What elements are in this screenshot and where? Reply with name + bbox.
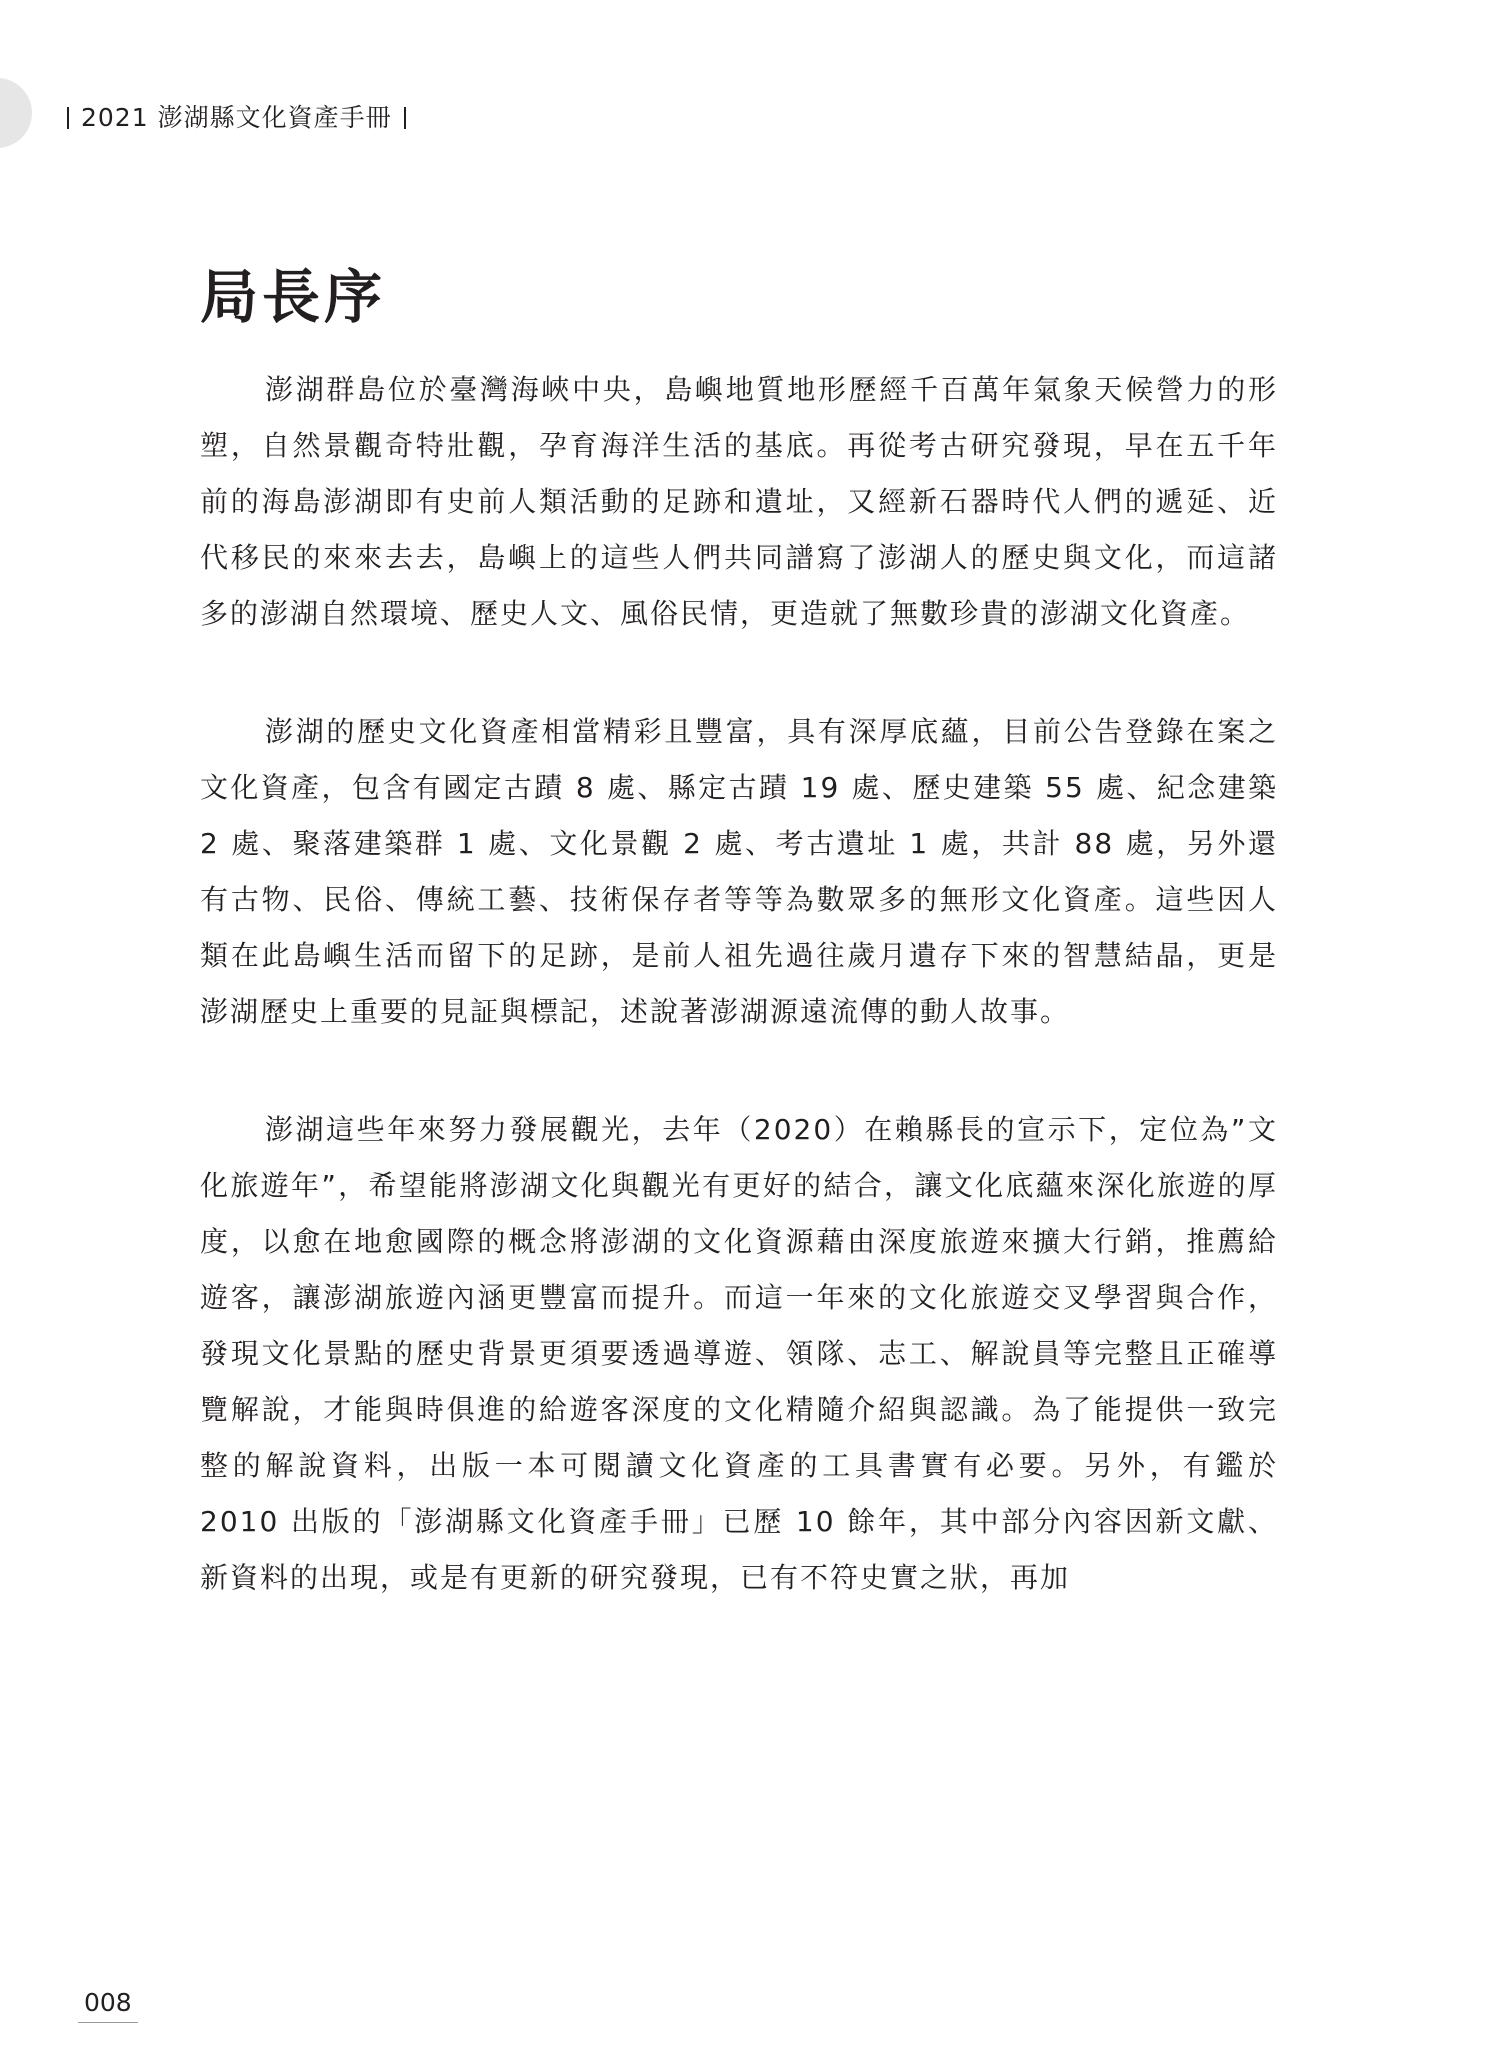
page-edge-tab <box>0 78 32 148</box>
header-divider-right <box>404 107 406 129</box>
page-number: 008 <box>84 1988 132 2017</box>
publication-title: 2021 澎湖縣文化資產手冊 <box>81 103 392 132</box>
page-title: 局長序 <box>200 263 387 331</box>
page-number-rule <box>78 2022 138 2023</box>
paragraph-2: 澎湖的歷史文化資產相當精彩且豐富，具有深厚底蘊，目前公告登錄在案之文化資產，包含有國定古蹟 8 處、縣定古蹟 19 處、歷史建築 55 處、紀念建築 2 處、聚落建築群 1 處、文化景觀 2 處、考古遺址 1 處，共計 88 處，另外還有古物、民俗、傳統工藝、技術保存者等等為數眾多的無形文化資產。這些因人類在此島嶼生活而留下的足跡，是前人祖先過往歲月遺存下來的智慧結晶，更是澎湖歷史上重要的見証與標記，述說著澎湖源遠流傳的動人故事。 <box>200 715 1278 1028</box>
paragraph-3: 澎湖這些年來努力發展觀光，去年（2020）在賴縣長的宣示下，定位為”文化旅遊年”，希望能將澎湖文化與觀光有更好的結合，讓文化底蘊來深化旅遊的厚度，以愈在地愈國際的概念將澎湖的文化資源藉由深度旅遊來擴大行銷，推薦給遊客，讓澎湖旅遊內涵更豐富而提升。而這一年來的文化旅遊交叉學習與合作，發現文化景點的歷史背景更須要透過導遊、領隊、志工、解說員等完整且正確導覽解說，才能與時俱進的給遊客深度的文化精隨介紹與認識。為了能提供一致完整的解說資料，出版一本可閱讀文化資產的工具書實有必要。另外，有鑑於 2010 出版的「澎湖縣文化資產手冊」已歷 10 餘年，其中部分內容因新文獻、新資料的出現，或是有更新的研究發現，已有不符史實之狀，再加 <box>200 1113 1278 1594</box>
paragraph-1: 澎湖群島位於臺灣海峽中央，島嶼地質地形歷經千百萬年氣象天候營力的形塑，自然景觀奇特壯觀，孕育海洋生活的基底。再從考古研究發現，早在五千年前的海島澎湖即有史前人類活動的足跡和遺址，又經新石器時代人們的遞延、近代移民的來來去去，島嶼上的這些人們共同譜寫了澎湖人的歷史與文化，而這諸多的澎湖自然環境、歷史人文、風俗民情，更造就了無數珍貴的澎湖文化資產。 <box>200 373 1278 630</box>
running-header <box>55 98 418 134</box>
header-divider-left <box>67 107 69 129</box>
body-text <box>200 362 1278 1668</box>
